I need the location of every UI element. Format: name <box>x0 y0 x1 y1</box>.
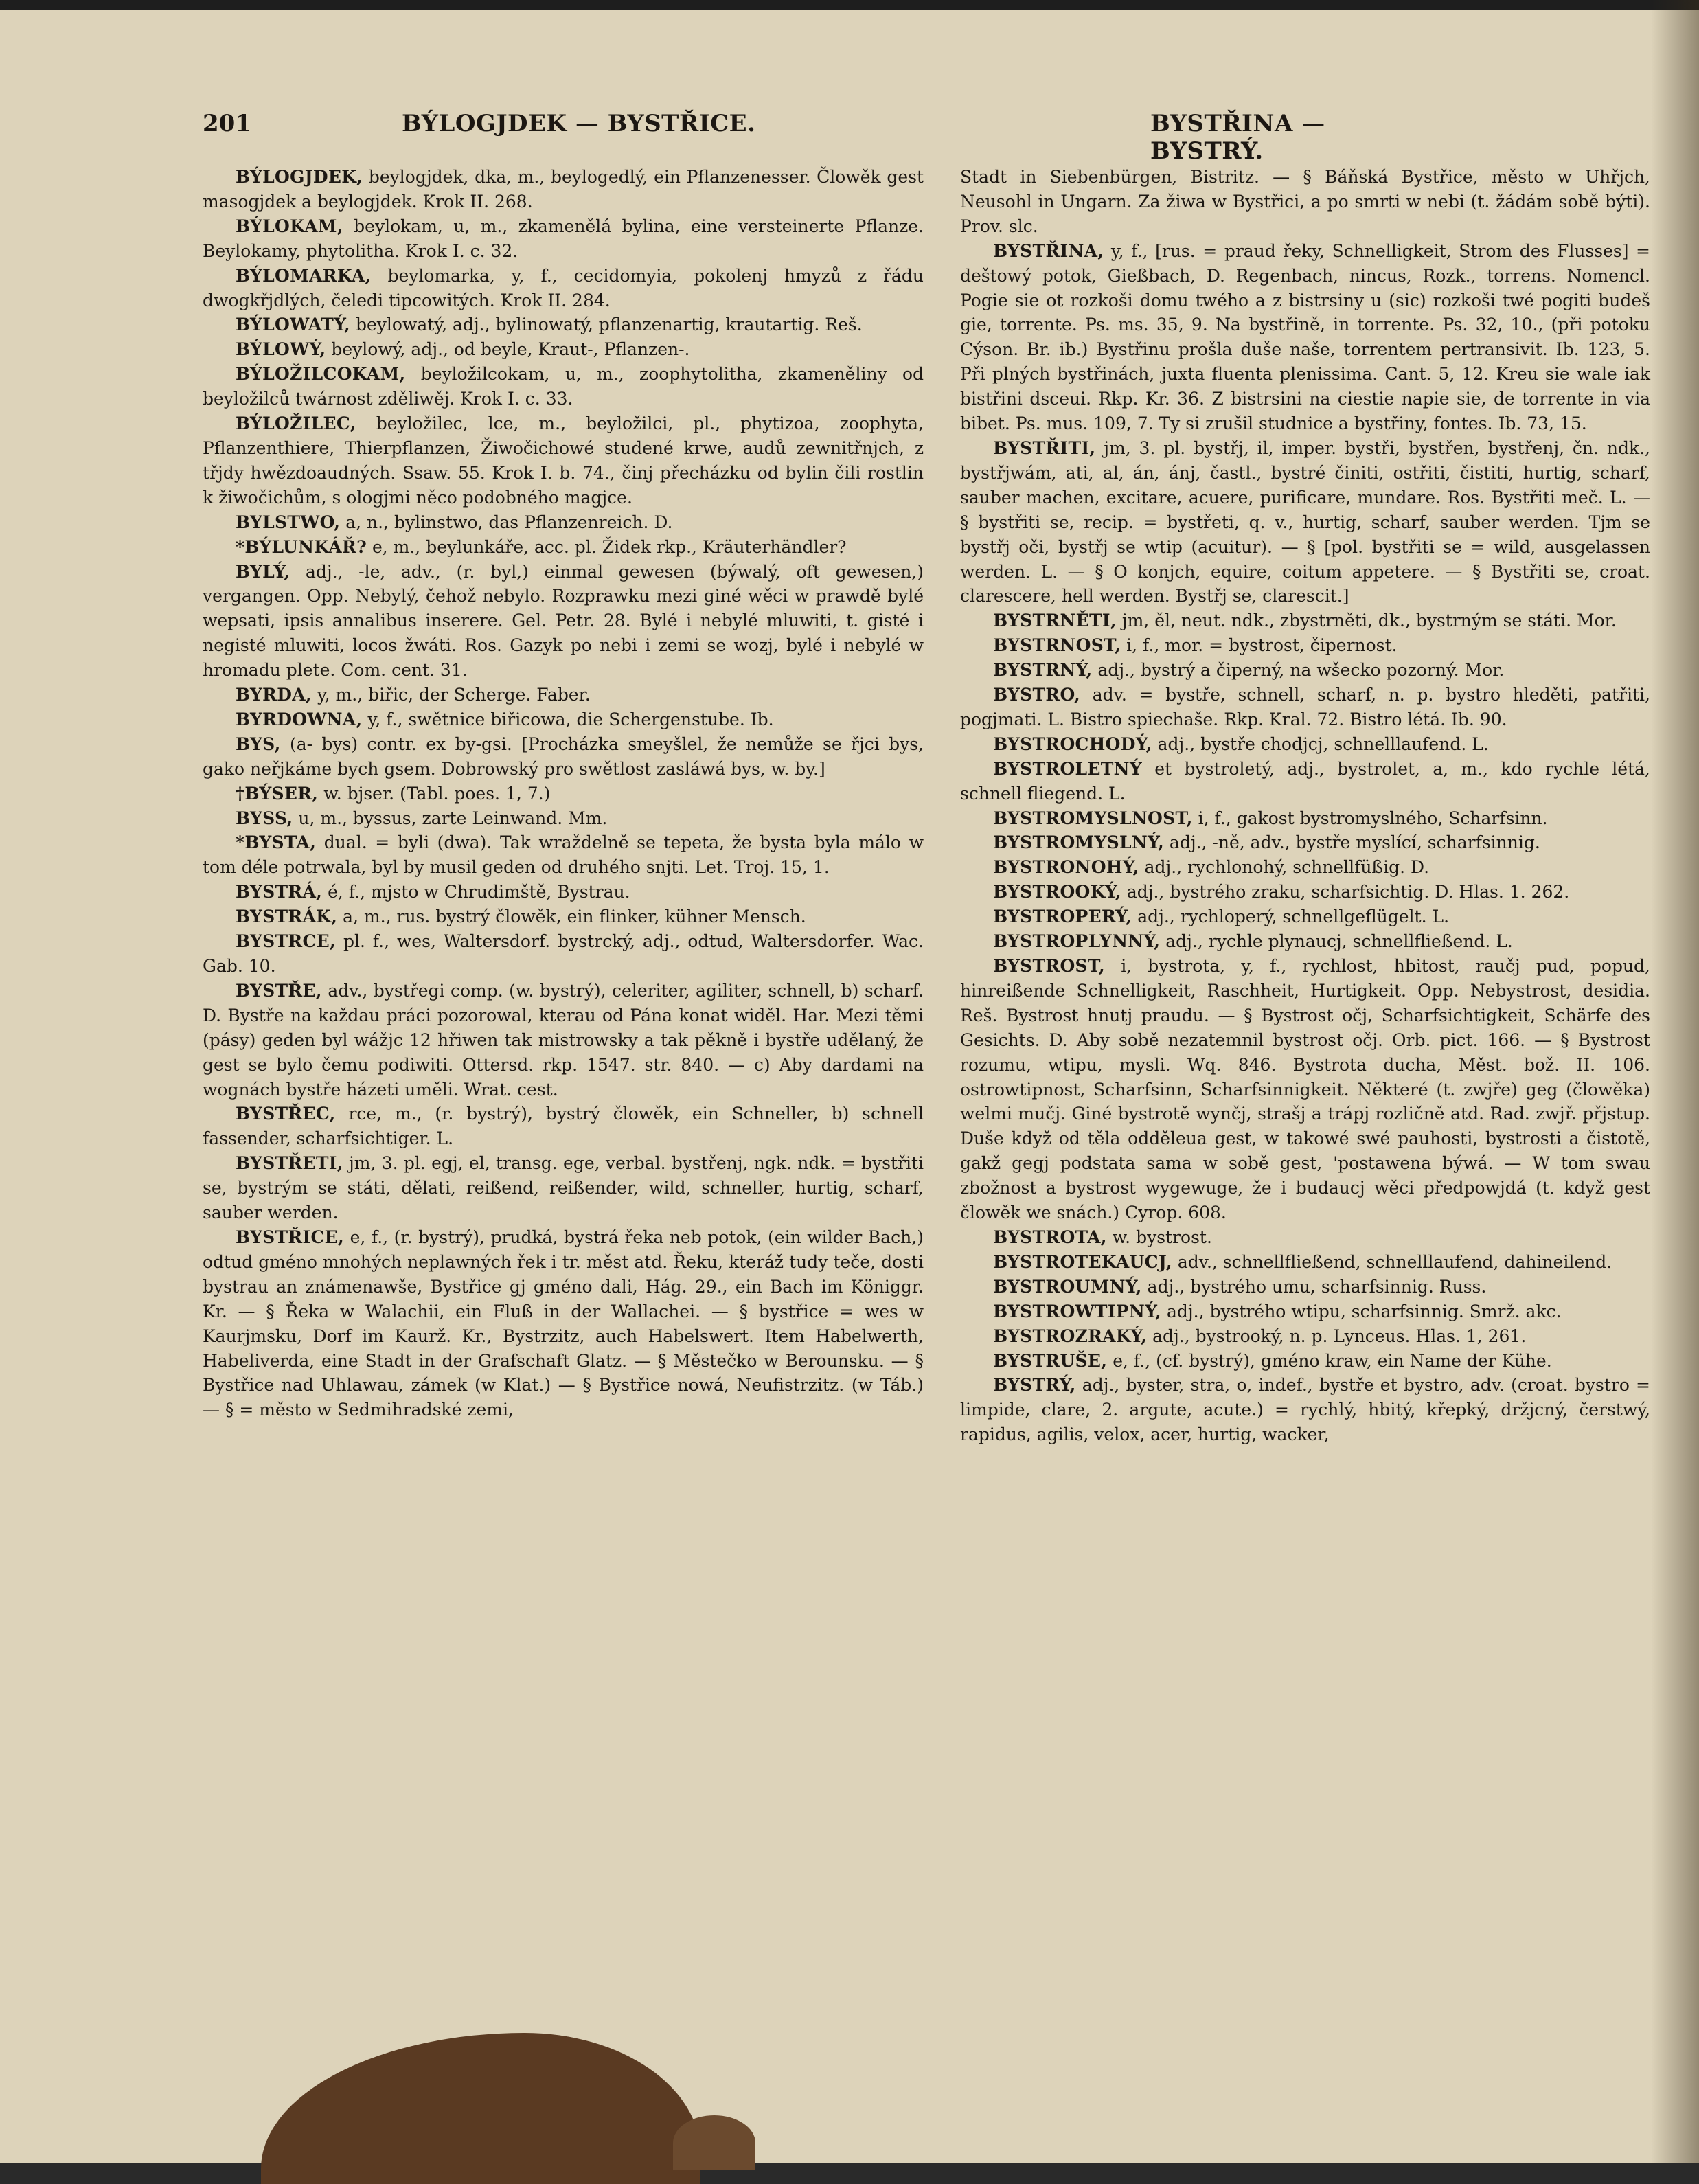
entry-headword: BÝLOGJDEK, <box>236 167 363 187</box>
dictionary-entry <box>960 436 1650 608</box>
entry-body: adj., bystrého zraku, scharfsichtig. D. Hlas. 1. 262. <box>1121 882 1570 902</box>
entry-headword: BYSTRÁK, <box>236 907 338 927</box>
entry-body: beylogjdek, dka, m., beylogedlý, ein Pflanzenesser. Člowěk gest masogjdek a beylogjdek. Krok II. 268. <box>203 167 924 212</box>
entry-body: u, m., byssus, zarte Leinwand. Mm. <box>293 808 608 828</box>
entry-headword: BÝLOŽILCOKAM, <box>236 364 406 385</box>
dictionary-entry <box>960 1299 1650 1324</box>
page-stain <box>261 2033 700 2184</box>
entry-headword: BYSTŘINA, <box>993 240 1104 261</box>
dictionary-entry <box>203 337 924 362</box>
entry-body: i, f., mor. = bystrost, čipernost. <box>1121 635 1398 656</box>
entry-headword: BÝLOKAM, <box>236 216 343 236</box>
dictionary-entry <box>960 1225 1650 1250</box>
entry-headword: BYSTROTEKAUCJ, <box>993 1251 1172 1272</box>
entry-headword: BÝLOMARKA, <box>236 265 372 286</box>
entry-body: Stadt in Siebenbürgen, Bistritz. — § Báňská Bystřice, město w Uhřjch, Neusohl in Ungarn. Za žiwa w Bystřici, a po smrti w nebi (t. žádám sobě býti). Prov. slc. <box>960 167 1650 236</box>
dictionary-entry <box>203 683 924 707</box>
entry-headword: BYSTROCHODÝ, <box>993 733 1152 754</box>
entry-headword: BÝLOŽILEC, <box>236 413 356 434</box>
entry-body: adj., bystrého umu, scharfsinnig. Russ. <box>1141 1276 1487 1297</box>
entry-headword: BÝLOWÝ, <box>236 339 326 360</box>
dictionary-entry <box>203 1225 924 1422</box>
entry-headword: BYSTŘEC, <box>236 1104 336 1124</box>
entry-body: jm, 3. pl. egj, el, transg. ege, verbal. bystřenj, ngk. ndk. = bystřiti se, bystrým se státi, dělati, reißend, reißender, wild, schneller, hurtig, scharf, sauber werden. <box>203 1153 924 1223</box>
dictionary-entry <box>960 165 1650 239</box>
entry-body: adj., -le, adv., (r. byl,) einmal gewesen (býwalý, oft gewesen,) vergangen. Opp. Nebylý, čehož nebylo. Rozprawku mezi giné wěci w prawdě bylé wepsati, ipsis annalibus inserere. Gel. Petr. 28. Bylé i nebylé mluwiti, t. gisté i negisté mluwiti, locos žwáti. Ros. Gazyk po nebi i zemi se wozj, bylé i nebylé w hromadu plete. Com. cent. 31. <box>203 561 924 681</box>
dictionary-entry <box>203 880 924 905</box>
entry-headword: BYRDA, <box>236 685 312 705</box>
dictionary-entry <box>203 707 924 732</box>
entry-headword: BYSTROMYSLNOST, <box>993 808 1193 828</box>
entry-body: beylowatý, adj., bylinowatý, pflanzenartig, krautartig. Reš. <box>350 315 863 335</box>
entry-headword: BYSTRUŠE, <box>993 1350 1108 1371</box>
entry-body: a, m., rus. bystrý člowěk, ein flinker, kühner Mensch. <box>337 907 806 927</box>
dictionary-entry <box>960 830 1650 855</box>
dictionary-entry <box>960 683 1650 732</box>
dictionary-entry <box>960 732 1650 757</box>
dictionary-entry <box>203 830 924 880</box>
entry-body: adj., rychlonohý, schnellfüßig. D. <box>1139 857 1430 878</box>
dictionary-entry <box>203 535 924 560</box>
entry-headword: BYRDOWNA, <box>236 709 363 729</box>
entry-body: adv. = bystře, schnell, scharf, n. p. bystro hleděti, patřiti, pogjmati. L. Bistro spiechaše. Rkp. Kral. 72. Bistro létá. Ib. 90. <box>960 685 1650 729</box>
entry-body: beylokam, u, m., zkamenělá bylina, eine versteinerte Pflanze. Beylokamy, phytolitha. Krok I. c. 32. <box>203 216 924 261</box>
entry-body: i, f., gakost bystromyslného, Scharfsinn. <box>1192 808 1548 828</box>
entry-headword: BYSTRNOST, <box>993 635 1121 656</box>
dictionary-entry <box>960 633 1650 658</box>
dictionary-entry <box>960 880 1650 905</box>
entry-body: y, m., biřic, der Scherge. Faber. <box>311 685 591 705</box>
entry-body: (a- bys) contr. ex by-gsi. [Procházka smeyšlel, že nemůže se řjci bys, gako neřjkáme bych gsem. Dobrowský pro swětlost zasláwá bys, w. by.] <box>203 733 924 779</box>
entry-body: adj., bystrooký, n. p. Lynceus. Hlas. 1, 261. <box>1147 1326 1527 1346</box>
entry-body: beylowý, adj., od beyle, Kraut-, Pflanzen-. <box>326 339 690 360</box>
dictionary-entry <box>960 608 1650 633</box>
entry-body: dual. = byli (dwa). Tak wraždelně se tepeta, že bysta byla málo w tom déle potrwala, byl by musil geden od druhého snjti. Let. Troj. 15, 1. <box>203 832 924 878</box>
right-running-title: BYSTŘINA — BYSTRÝ. <box>1150 110 1325 165</box>
dictionary-entry <box>203 264 924 313</box>
entry-headword: *BÝLUNKÁŘ? <box>236 536 367 557</box>
dictionary-entry <box>960 806 1650 831</box>
dictionary-entry <box>960 1349 1650 1374</box>
entry-body: w. bjser. (Tabl. poes. 1, 7.) <box>318 783 551 804</box>
entry-body: adj., bystrý a čiperný, na wšecko pozorný. Mor. <box>1092 660 1505 681</box>
entry-body: rce, m., (r. bystrý), bystrý člowěk, ein Schneller, b) schnell fassender, scharfsichtiger. L. <box>203 1104 924 1149</box>
entry-headword: BYSTRÁ, <box>236 882 323 902</box>
entry-headword: †BÝSER, <box>236 783 319 804</box>
entry-body: adj., rychloperý, schnellgeflügelt. L. <box>1132 907 1450 927</box>
entry-body: e, f., (r. bystrý), prudká, bystrá řeka neb potok, (ein wilder Bach,) odtud gméno mnohých neplawných řek i tr. měst atd. Řeku, kteráž tudy teče, dosti bystrau an známenawše, Bystřice gj gméno dali, Hág. 29., ein Bach im Königgr. Kr. — § Řeka w Walachii, ein Fluß in der Wallachei. — § bystřice = wes w Kaurjmsku, Dorf im Kaurž. Kr., Bystrzitz, auch Habelswert. Item Habelwerth, Habeliverda, eine Stadt in der Grafschaft Glatz. — § Městečko w Berounsku. — § Bystřice nad Uhlawau, zámek (w Klat.) — § Bystřice nowá, Neufistrzitz. (w Táb.) — § = město w Sedmihradské zemi, <box>203 1227 924 1420</box>
dictionary-entry <box>960 1275 1650 1299</box>
entry-headword: BYSTŘICE, <box>236 1227 345 1247</box>
entry-body: e, f., (cf. bystrý), gméno kraw, ein Name der Kühe. <box>1107 1350 1552 1371</box>
dictionary-entry <box>203 806 924 831</box>
dictionary-entry <box>960 905 1650 929</box>
entry-headword: BYLÝ, <box>236 561 290 582</box>
entry-headword: BYSTRO, <box>993 685 1081 705</box>
dictionary-entry <box>203 905 924 929</box>
entry-headword: BYSTROPLYNNÝ, <box>993 931 1161 952</box>
entry-body: adj., -ně, adv., bystře myslící, scharfsinnig. <box>1163 832 1540 853</box>
left-column <box>203 165 924 1422</box>
dictionary-entry <box>960 1373 1650 1447</box>
dictionary-entry <box>960 929 1650 954</box>
dictionary-entry <box>203 979 924 1102</box>
entry-body: et bystroletý, adj., bystrolet, a, m., kdo rychle létá, schnell fliegend. L. <box>960 758 1650 804</box>
entry-body: é, f., mjsto w Chrudimště, Bystrau. <box>322 882 630 902</box>
entry-headword: BYSTROMYSLNÝ, <box>993 832 1164 853</box>
dictionary-entry <box>203 214 924 264</box>
dictionary-entry <box>203 929 924 979</box>
dictionary-entry <box>203 560 924 683</box>
entry-body: pl. f., wes, Waltersdorf. bystrcký, adj., odtud, Waltersdorfer. Wac. Gab. 10. <box>203 931 924 976</box>
entry-body: jm, 3. pl. bystřj, il, imper. bystři, bystřen, bystřenj, čn. ndk., bystřjwám, ati, al, án, ánj, častl., bystré činiti, ostřiti, čistiti, hurtig, scharf, sauber machen, excitare, acuere, purificare, mundare. Ros. Bystřiti meč. L. — § bystřiti se, recip. = bystřeti, q. v., hurtig, scharf, sauber werden. Tjm se bystřj oči, bystřj se wtip (acuitur). — § [pol. bystřiti se = wild, ausgelassen werden. L. — § O konjch, equire, coitum appetere. — § Bystřiti se, croat. clarescere, hell werden. Bystřj se, clarescit.] <box>960 437 1650 606</box>
dictionary-entry <box>960 1324 1650 1349</box>
dictionary-entry <box>960 757 1650 806</box>
entry-body: i, bystrota, y, f., rychlost, hbitost, raučj pud, popud, hinreißende Schnelligkeit, Raschheit, Hurtigkeit. Opp. Nebystrost, desidia. Reš. Bystrost hnutj praudu. — § Bystrost očj, Scharfsichtigkeit, Schärfe des Gesichts. D. Aby sobě nezatemnil bystrost očj. Orb. pict. 166. — § Bystrost rozumu, wtipu, mysli. Wq. 846. Bystrota ducha, Měst. bož. II. 106. ostrowtipnost, Scharfsinn, Scharfsinnigkeit. Některé (t. zwjře) geg (člowěka) welmi mučj. Giné bystrotě wynčj, strašj a trápj rozličně atd. Rad. zwjř. přjstup. Duše když od těla odděleua gest, w takowé swé pauhosti, bystrosti a čistotě, gakž gegj podstata sama w sobě gest, 'postawena býwá. — W tom swau zbožnost a bystrost wygewuge, že i budaucj wěci předpowjdá (t. když gest člowěk we snách.) Cyrop. 608. <box>960 956 1650 1223</box>
dictionary-entry <box>960 1250 1650 1275</box>
entry-body: beyložilcokam, u, m., zoophytolitha, zkameněliny od beyložilců twárnost zděliwěj. Krok I. c. 33. <box>203 364 924 409</box>
dictionary-entry <box>203 1102 924 1151</box>
entry-headword: BYSTRNĚTI, <box>993 611 1117 631</box>
dictionary-entry <box>960 954 1650 1225</box>
dictionary-entry <box>203 782 924 806</box>
entry-body: y, f., swětnice biřicowa, die Schergenstube. Ib. <box>362 709 774 729</box>
entry-headword: BYS, <box>236 733 281 754</box>
entry-headword: BYSTROUMNÝ, <box>993 1276 1142 1297</box>
page-number: 201 <box>203 110 251 137</box>
entry-body: beyložilec, lce, m., beyložilci, pl., phytizoa, zoophyta, Pflanzenthiere, Thierpflanzen, Žiwočichowé studené krwe, audů zewnitřnjch, z třjdy hwězdoaudných. Ssaw. 55. Krok I. b. 74., činj přecházku od bylin čili rostlin k žiwočichům, s ologjmi něco podobného magjce. <box>203 413 924 508</box>
entry-headword: BÝLOWATÝ, <box>236 315 351 335</box>
entry-headword: BYSTROTA, <box>993 1227 1107 1247</box>
entry-headword: BYSTRONOHÝ, <box>993 857 1139 878</box>
entry-body: adj., bystrého wtipu, scharfsinnig. Smrž. akc. <box>1161 1301 1562 1321</box>
entry-headword: BYSTROWTIPNÝ, <box>993 1301 1162 1321</box>
entry-headword: BYSTROLETNÝ <box>993 758 1142 779</box>
entry-body: beylomarka, y, f., cecidomyia, pokolenj hmyzů z řádu dwogkřjdlých, čeledi tipcowitých. Krok II. 284. <box>203 265 924 310</box>
entry-headword: BYSTRÝ, <box>993 1375 1076 1396</box>
entry-headword: BYSTŘETI, <box>236 1153 343 1174</box>
entry-body: adj., byster, stra, o, indef., bystře et bystro, adv. (croat. bystro = limpide, clare, 2. argute, acute.) = rychlý, hbitý, křepký, držjcný, čerstwý, rapidus, agilis, velox, acer, hurtig, wacker, <box>960 1375 1650 1445</box>
entry-headword: BYSTROPERÝ, <box>993 907 1132 927</box>
entry-body: w. bystrost. <box>1106 1227 1212 1247</box>
dictionary-entry <box>203 1151 924 1225</box>
entry-body: a, n., bylinstwo, das Pflanzenreich. D. <box>340 512 673 532</box>
right-column <box>960 165 1650 1447</box>
dictionary-entry <box>203 312 924 337</box>
entry-body: y, f., [rus. = praud řeky, Schnelligkeit, Strom des Flusses] = deštowý potok, Gießbach, D. Regenbach, nincus, Rozk., torrens. Nomencl. Pogie sie ot rozkoši domu twého a z bistrsiny u (sic) rozkoši twé pogiti budeš gie, torrente. Ps. ms. 35, 9. Na bystřině, in torrente. Ps. 32, 10., (při potoku Cýson. Br. ib.) Bystřinu prošla duše naše, torrentem pertransivit. Ib. 123, 5. Při plných bystřinách, juxta fluenta plenissima. Cant. 5, 12. Kreu sie wale iak bistřini dsceui. Rkp. Kr. 36. Z bistrsini na ciestie napie sie, de torrente in via bibet. Ps. mus. 109, 7. Ty si zrušil studnice a bystřiny, fontes. Ib. 73, 15. <box>960 240 1650 434</box>
dictionary-entry <box>203 411 924 510</box>
entry-headword: BYLSTWO, <box>236 512 341 532</box>
entry-headword: BYSTROOKÝ, <box>993 882 1121 902</box>
left-running-title: BÝLOGJDEK — BYSTŘICE. <box>402 110 756 137</box>
entry-body: jm, ěl, neut. ndk., zbystrněti, dk., bystrným se státi. Mor. <box>1116 611 1617 631</box>
dictionary-entry <box>960 855 1650 880</box>
page-stain-fragment <box>673 2115 755 2170</box>
entry-headword: BYSTŘE, <box>236 980 322 1001</box>
dictionary-entry <box>960 658 1650 683</box>
entry-headword: BYSS, <box>236 808 293 828</box>
dictionary-entry <box>960 239 1650 436</box>
entry-body: e, m., beylunkáře, acc. pl. Židek rkp., Kräuterhändler? <box>367 536 847 557</box>
running-header <box>203 110 1442 165</box>
entry-headword: BYSTROZRAKÝ, <box>993 1326 1148 1346</box>
entry-body: adv., schnellfließend, schnelllaufend, dahineilend. <box>1172 1251 1612 1272</box>
dictionary-entry <box>203 732 924 782</box>
entry-headword: BYSTRCE, <box>236 931 337 952</box>
entry-headword: BYSTROST, <box>993 956 1106 976</box>
scan-edge <box>0 0 1699 10</box>
entry-body: adj., rychle plynaucj, schnellfließend. L. <box>1160 931 1513 952</box>
entry-headword: BYSTRNÝ, <box>993 660 1093 681</box>
dictionary-entry <box>203 510 924 535</box>
entry-body: adv., bystřegi comp. (w. bystrý), celeriter, agiliter, schnell, b) scharf. D. Bystře na každau práci pozorowal, kterau od Pána konat widěl. Har. Mezi těmi (pásy) geden byl wážjc 12 hřiwen tak mistrowsky a tak pěkně i bystře udělaný, že gest se bylo čemu podiwiti. Ottersd. rkp. 1547. str. 840. — c) Aby dardami na wognách bystře házeti uměli. Wrat. cest. <box>203 980 924 1100</box>
dictionary-entry <box>203 362 924 411</box>
dictionary-entry <box>203 165 924 214</box>
entry-body: adj., bystře chodjcj, schnelllaufend. L. <box>1152 733 1489 754</box>
entry-headword: BYSTŘITI, <box>993 437 1096 458</box>
entry-headword: *BYSTA, <box>236 832 317 853</box>
